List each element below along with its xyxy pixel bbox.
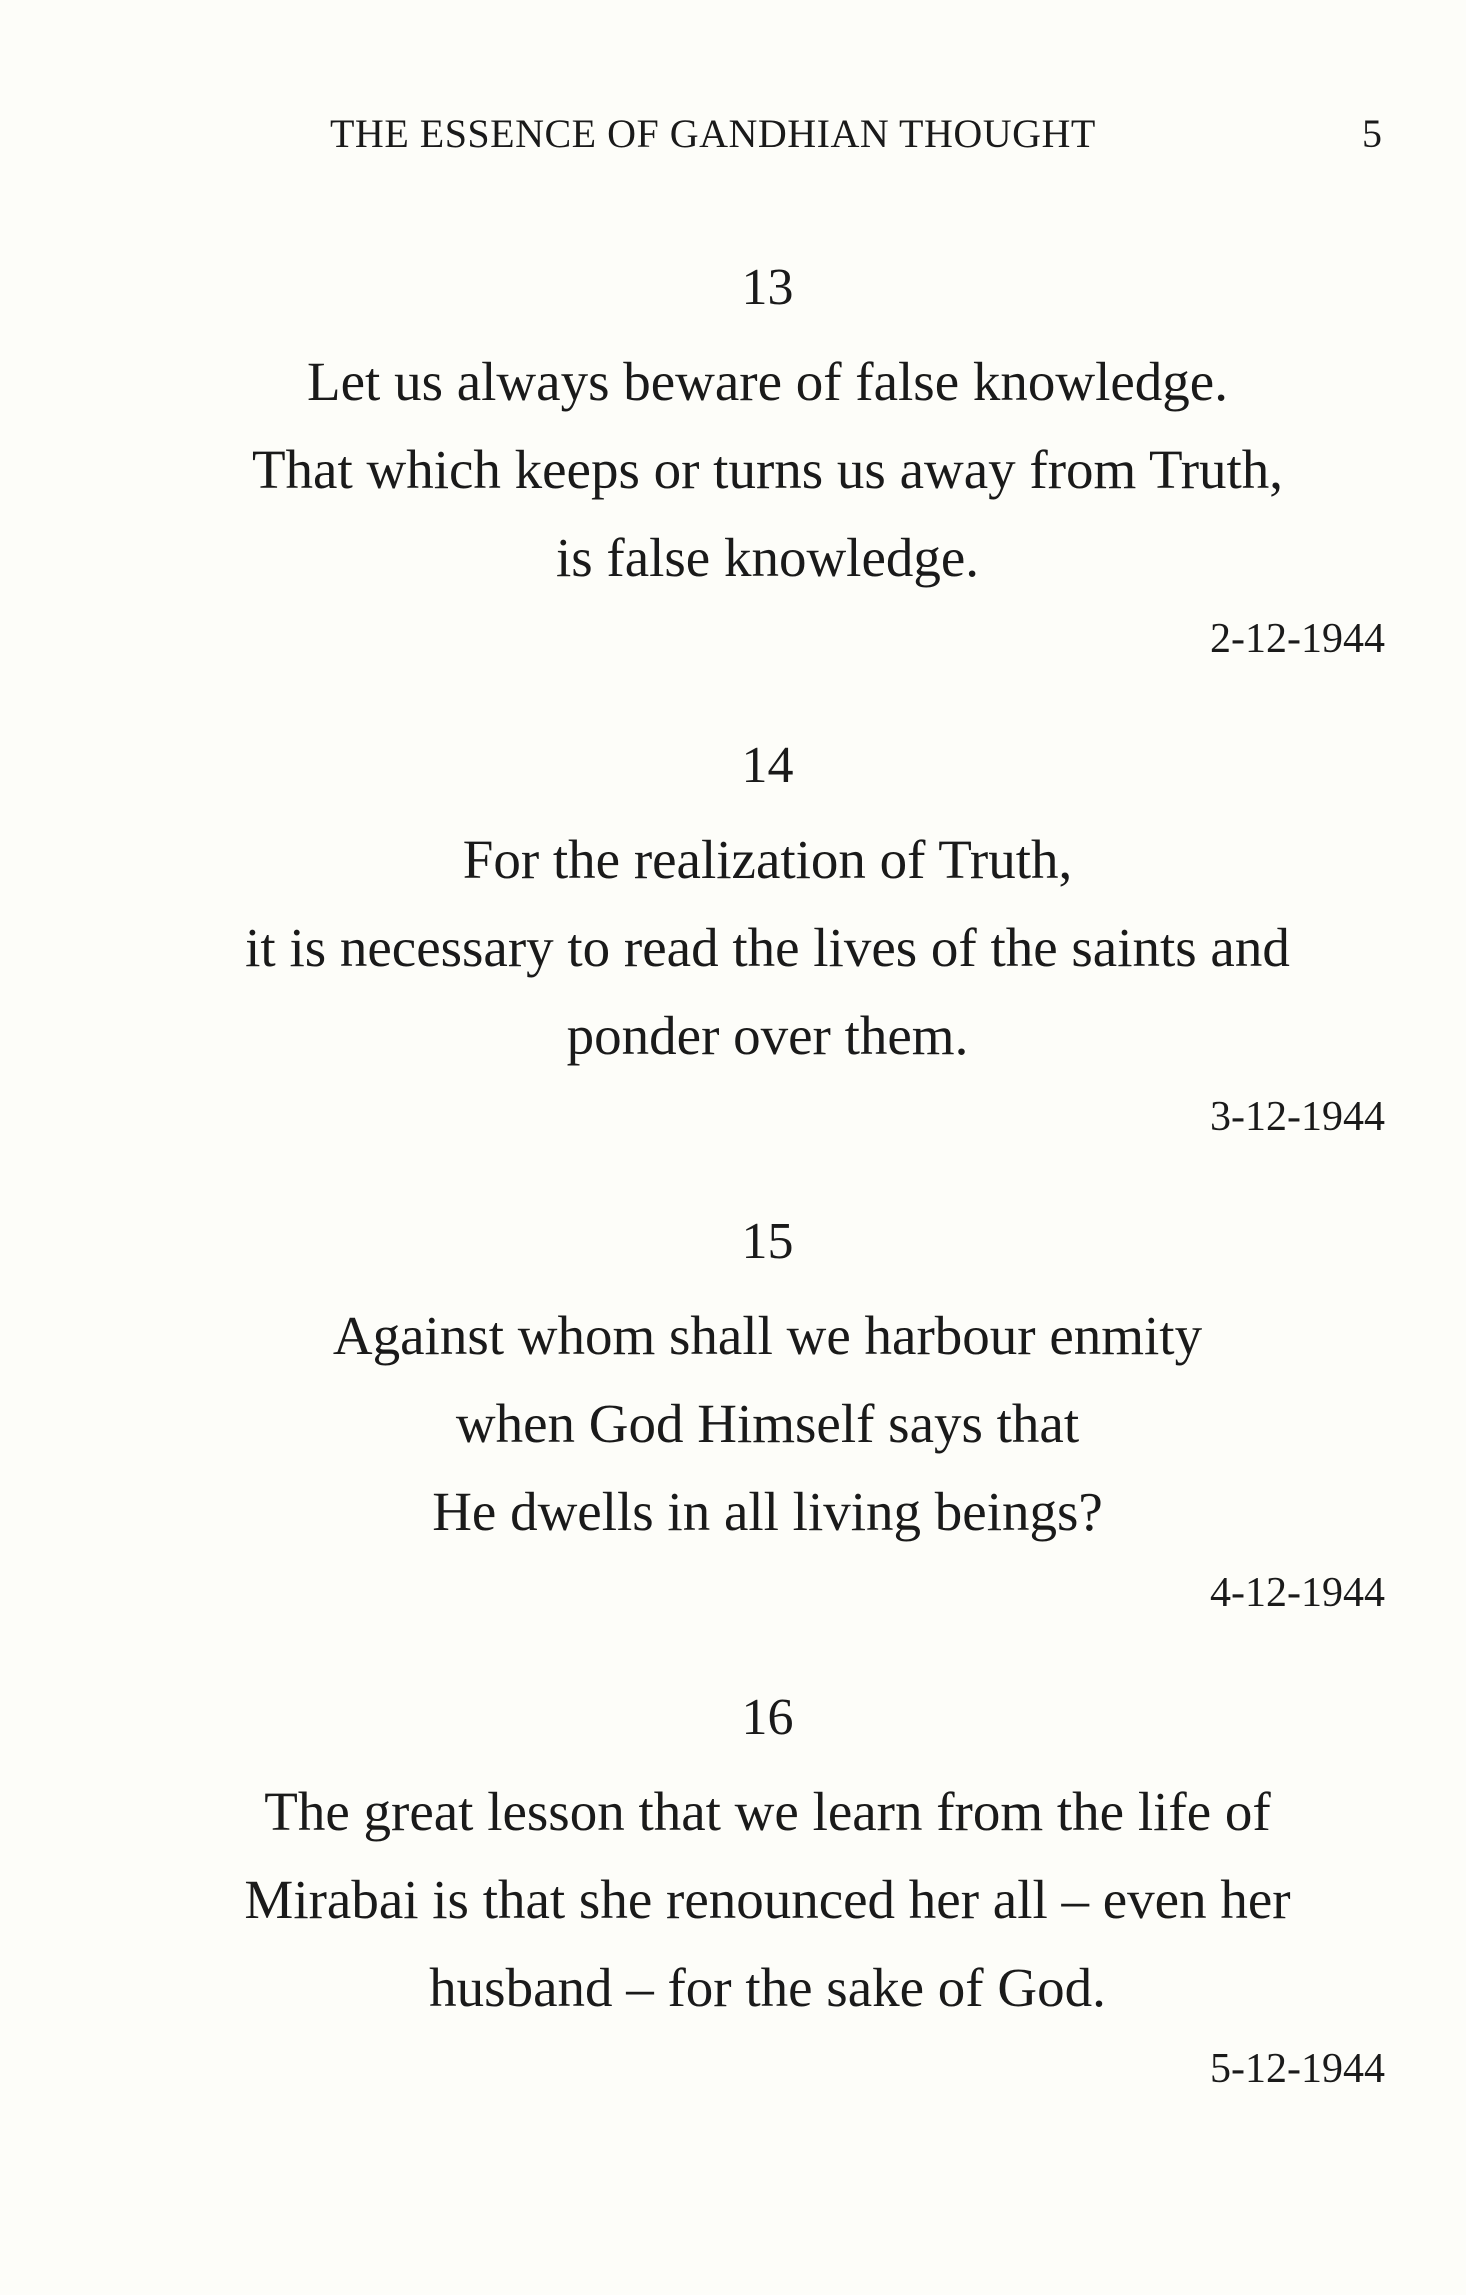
- entry-16: [150, 1688, 1385, 2094]
- text-line: Against whom shall we harbour enmity: [332, 1305, 1203, 1366]
- entry-13: [150, 258, 1385, 664]
- entry-text: [150, 816, 1385, 1080]
- entry-text: [150, 1768, 1385, 2032]
- text-line: ponder over them.: [566, 1005, 969, 1066]
- text-line: it is necessary to read the lives of the saints and: [245, 917, 1290, 978]
- text-line: The great lesson that we learn from the life of: [264, 1781, 1271, 1842]
- entry-number: 14: [741, 737, 794, 794]
- text-line: Mirabai is that she renounced her all – even her: [244, 1869, 1291, 1930]
- entry-text: [150, 338, 1385, 602]
- entry-15: [150, 1212, 1385, 1618]
- text-line: He dwells in all living beings?: [432, 1481, 1103, 1542]
- entry-number: 15: [741, 1213, 794, 1270]
- page-number: 5: [1362, 111, 1382, 156]
- page-header: [0, 110, 1466, 170]
- text-line: husband – for the sake of God.: [429, 1957, 1106, 2018]
- entry-date: 3-12-1944: [1210, 1094, 1385, 1140]
- entry-date: 2-12-1944: [1210, 616, 1385, 662]
- text-line: That which keeps or turns us away from Truth,: [251, 439, 1284, 500]
- entry-number: 16: [741, 1689, 794, 1746]
- entry-date: 5-12-1944: [1210, 2046, 1385, 2092]
- text-line: when God Himself says that: [455, 1393, 1080, 1454]
- text-line: is false knowledge.: [555, 527, 980, 588]
- text-line: Let us always beware of false knowledge.: [307, 351, 1228, 412]
- text-line: For the realization of Truth,: [462, 829, 1073, 890]
- entry-date: 4-12-1944: [1210, 1570, 1385, 1616]
- entry-text: [150, 1292, 1385, 1556]
- entry-number: 13: [741, 259, 794, 316]
- entry-14: [150, 736, 1385, 1142]
- running-title: THE ESSENCE OF GANDHIAN THOUGHT: [330, 111, 1096, 156]
